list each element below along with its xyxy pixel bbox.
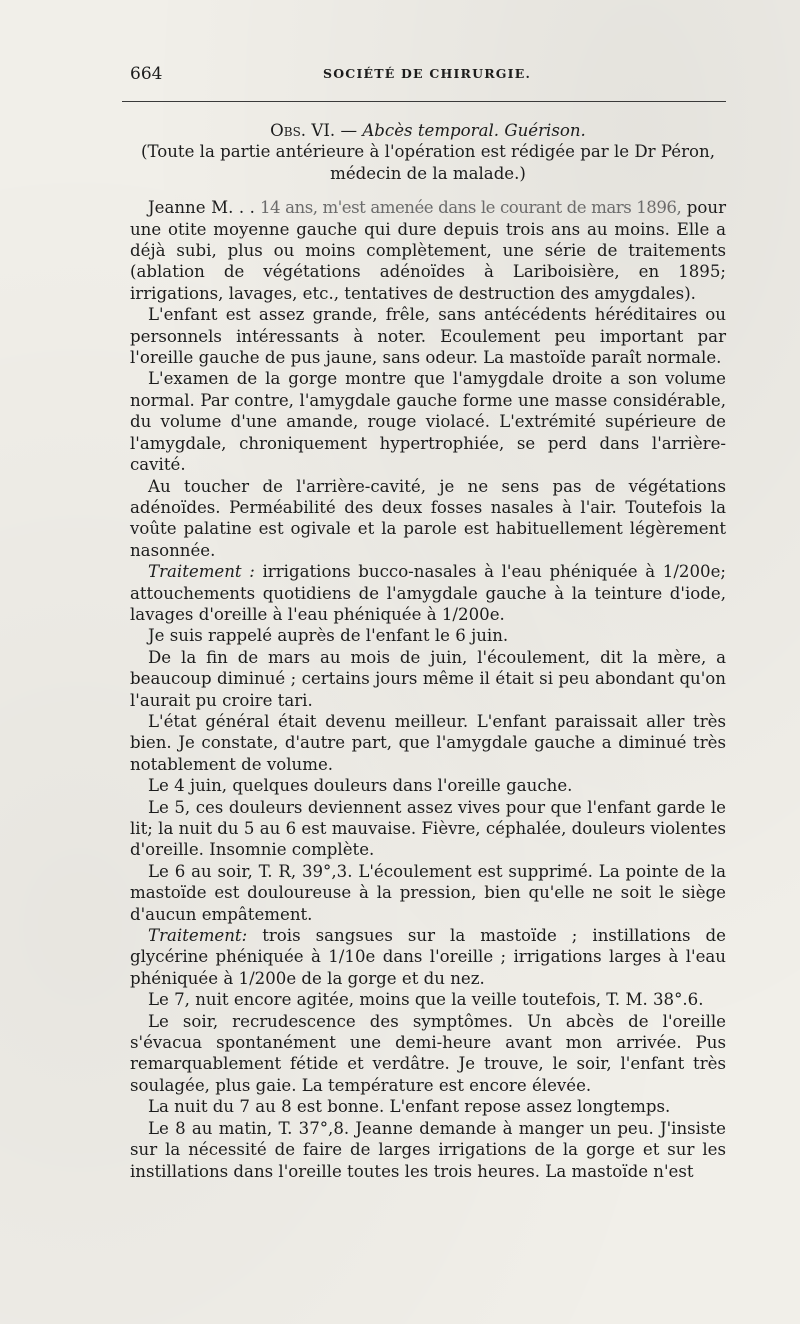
paragraph-text: La nuit du 7 au 8 est bonne. L'enfant repose assez longtemps. bbox=[148, 1097, 671, 1117]
paragraph-9 bbox=[130, 775, 726, 796]
header-rule bbox=[122, 101, 726, 102]
paragraph-7 bbox=[130, 647, 726, 711]
paragraph-lead: Traitement : bbox=[148, 562, 255, 582]
paragraph-text: Jeanne M. . . bbox=[148, 198, 255, 218]
paragraph-10 bbox=[130, 797, 726, 861]
paragraph-text: Le 4 juin, quelques douleurs dans l'oreille gauche. bbox=[148, 776, 573, 796]
page-body bbox=[130, 120, 726, 1182]
paragraph-text: trois sangsues sur la mastoïde ; instillations de glycérine phéniquée à 1/10e dans l'oreille ; irrigations larges à l'eau phéniquée à 1/200e de la gorge et du nez. bbox=[130, 926, 726, 988]
paragraph-13 bbox=[130, 989, 726, 1010]
obscured-text: 14 ans, m'est amenée dans le courant de mars 1896, bbox=[254, 198, 682, 218]
paragraph-text: Je suis rappelé auprès de l'enfant le 6 juin. bbox=[148, 626, 509, 646]
paragraph-text: irrigations bucco-nasales à l'eau phéniquée à 1/200e; attouchements quotidiens de l'amygdale gauche à la teinture d'iode, lavages d'oreille à l'eau phéniquée à 1/200e. bbox=[130, 562, 726, 624]
paragraph-4 bbox=[130, 476, 726, 562]
paragraph-text: De la fin de mars au mois de juin, l'écoulement, dit la mère, a beaucoup diminué ; certains jours même il était si peu abondant qu'on l'aurait pu croire tari. bbox=[130, 647, 726, 710]
paragraph-lead: Traitement: bbox=[148, 926, 248, 946]
observation-heading bbox=[130, 120, 726, 141]
paragraph-11 bbox=[130, 861, 726, 925]
paragraph-text: Au toucher de l'arrière-cavité, je ne sens pas de végétations adénoïdes. Perméabilité des deux fosses nasales à l'air. Toutefois la voûte palatine est ogivale et la parole est habituellement légèrement nasonnée. bbox=[130, 476, 726, 560]
observation-title: Abcès temporal. Guérison. bbox=[362, 121, 586, 140]
paragraph-15 bbox=[130, 1096, 726, 1117]
paragraph-text: Le 6 au soir, T. R, 39°,3. L'écoulement est supprimé. La pointe de la mastoïde est douloureuse à la pression, bien qu'elle ne soit le siège d'aucun empâtement. bbox=[130, 861, 726, 924]
paragraph-8 bbox=[130, 711, 726, 775]
paragraph-text: L'examen de la gorge montre que l'amygdale droite a son volume normal. Par contre, l'amygdale gauche forme une masse considérable, du volume d'une amande, rouge violacé. L'extrémité supérieure de l'amygdale, chroniquement hypertrophiée, se perd dans l'arrière-cavité. bbox=[130, 369, 726, 475]
paragraph-text: pour une otite moyenne gauche qui dure depuis trois ans au moins. Elle a déjà subi, plus ou moins complètement, une série de traitements (ablation de végétations adénoïdes à Lariboisière, en 1895; irrigations, lavages, etc., tentatives de destruction des amygdales). bbox=[130, 198, 727, 303]
page-header bbox=[130, 64, 724, 88]
paragraph-12 bbox=[130, 925, 726, 989]
paragraph-1 bbox=[130, 197, 726, 304]
paragraph-text: Le 8 au matin, T. 37°,8. Jeanne demande à manger un peu. J'insiste sur la nécessité de faire de larges irrigations de la gorge et sur les instillations dans l'oreille toutes les trois heures. La mastoïde n'est bbox=[130, 1118, 726, 1181]
paragraph-text: L'enfant est assez grande, frêle, sans antécédents héréditaires ou personnels intéressants à noter. Ecoulement peu important par l'oreille gauche de pus jaune, sans odeur. La mastoïde paraît normale. bbox=[130, 305, 726, 368]
page-number: 664 bbox=[130, 64, 163, 84]
paragraph-3 bbox=[130, 368, 726, 475]
paragraph-14 bbox=[130, 1011, 726, 1097]
observation-label: Obs. VI. bbox=[270, 121, 336, 140]
paragraph-2 bbox=[130, 304, 726, 368]
running-title: SOCIÉTÉ DE CHIRURGIE. bbox=[322, 66, 532, 81]
paragraph-6 bbox=[130, 625, 726, 646]
paragraph-5 bbox=[130, 561, 726, 625]
paragraph-text: Le soir, recrudescence des symptômes. Un abcès de l'oreille s'évacua spontanément une demi-heure avant mon arrivée. Pus remarquablement fétide et verdâtre. Je trouve, le soir, l'enfant très soulagée, plus gaie. La température est encore élevée. bbox=[130, 1011, 726, 1095]
paragraph-text: Le 7, nuit encore agitée, moins que la veille toutefois, T. M. 38°.6. bbox=[148, 990, 704, 1010]
paragraph-16 bbox=[130, 1118, 726, 1182]
observation-note: (Toute la partie antérieure à l'opération est rédigée par le Dr Péron, médecin de la malade.) bbox=[140, 142, 715, 183]
paragraph-text: L'état général était devenu meilleur. L'enfant paraissait aller très bien. Je constate, d'autre part, que l'amygdale gauche a diminué très notablement de volume. bbox=[130, 711, 726, 774]
paragraph-text: Le 5, ces douleurs deviennent assez vives pour que l'enfant garde le lit; la nuit du 5 au 6 est mauvaise. Fièvre, céphalée, douleurs violentes d'oreille. Insomnie complète. bbox=[130, 797, 726, 860]
observation-dash: — bbox=[335, 121, 363, 140]
